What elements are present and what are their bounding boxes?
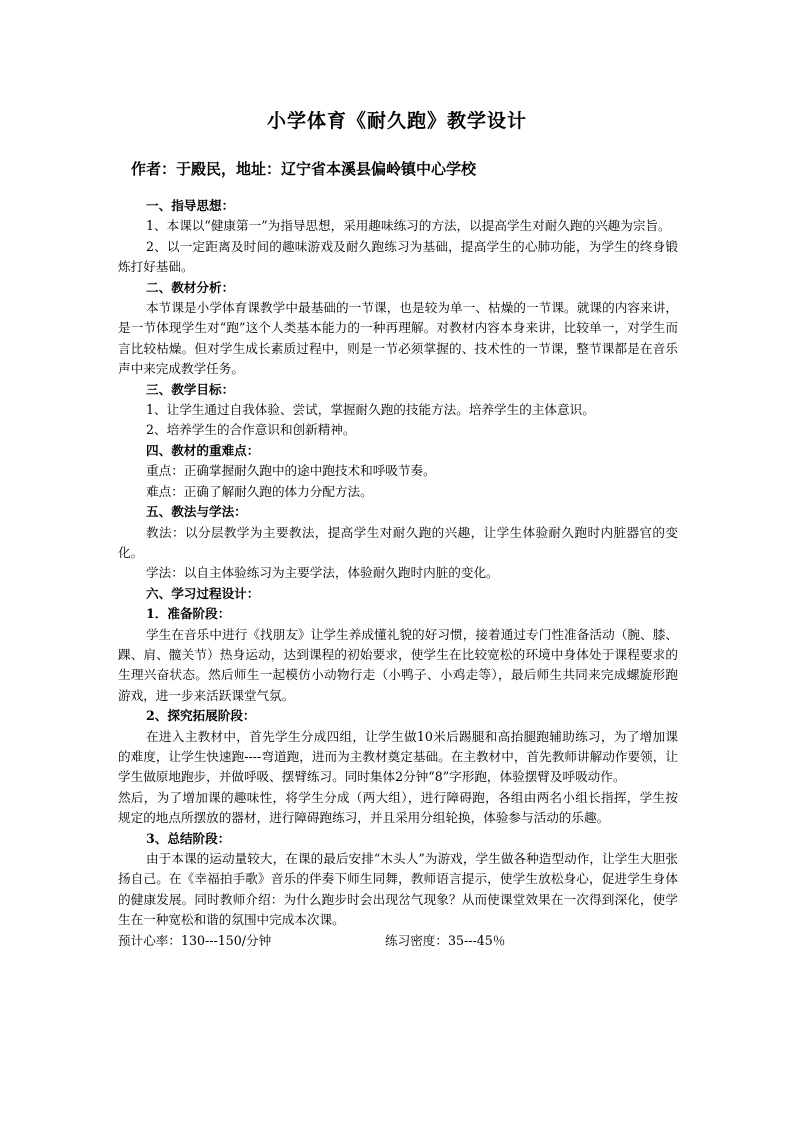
footer-line <box>118 931 678 951</box>
author-line: 作者：于殿民，地址：辽宁省本溪县偏岭镇中心学校 <box>131 160 477 178</box>
paragraph: 然后，为了增加课的趣味性，将学生分成（两大组），进行障碍跑，各组由两名小组长指挥，学生按规定的地点所摆放的器材，进行障碍跑练习，并且采用分组轮换，体验参与活动的乐趣。 <box>118 789 678 826</box>
subheading-summary-stage: 3、总结阶段： <box>146 830 231 846</box>
practice-density-text: 练习密度：35---45％ <box>385 932 506 948</box>
heart-rate-text: 预计心率：130---150/分钟 <box>118 932 272 948</box>
paragraph: 难点：正确了解耐久跑的体力分配方法。 <box>146 483 373 499</box>
subheading-preparation-stage: 1．准备阶段： <box>146 606 231 622</box>
section-heading-guiding-thought: 一、指导思想： <box>146 198 235 213</box>
paragraph: 2、培养学生的合作意识和创新精神。 <box>146 422 356 438</box>
paragraph: 学生在音乐中进行《找朋友》让学生养成懂礼貌的好习惯，接着通过专门性准备活动（腕、膝、踝、肩、髋关节）热身运动，达到课程的初始要求，使学生在比较宽松的环境中身体处于课程要求的生理兴奋状态。然后师生一起模仿小动物行走（小鸭子、小鸡走等），最后师生共同来完成螺旋形跑游戏，进一步来活跃课堂气氛。 <box>118 626 678 703</box>
subheading-exploration-stage: 2、探究拓展阶段： <box>146 708 256 724</box>
paragraph: 重点：正确掌握耐久跑中的途中跑技术和呼吸节奏。 <box>146 463 436 479</box>
paragraph: 本节课是小学体育课教学中最基础的一节课，也是较为单一、枯燥的一节课。就课的内容来讲，是一节体现学生对“跑”这个人类基本能力的一种再理解。对教材内容本身来讲，比较单一，对学生而言比较枯燥。但对学生成长素质过程中，则是一节必须掌握的、技术性的一节课，整节课都是在音乐声中来完成教学任务。 <box>118 300 678 377</box>
paragraph: 学法：以自主体验练习为主要学法，体验耐久跑时内脏的变化。 <box>146 565 499 581</box>
document-body <box>118 196 678 951</box>
section-heading-key-points: 四、教材的重难点： <box>146 442 260 458</box>
paragraph: 2、以一定距离及时间的趣味游戏及耐久跑练习为基础，提高学生的心肺功能，为学生的终身锻炼打好基础。 <box>118 238 678 275</box>
section-heading-learning-process: 六、学习过程设计： <box>146 585 260 601</box>
section-heading-material-analysis: 二、教材分析： <box>146 279 235 295</box>
section-heading-teaching-goals: 三、教学目标： <box>146 381 235 397</box>
paragraph: 在进入主教材中，首先学生分成四组，让学生做10米后踢腿和高抬腿跑辅助练习，为了增加课的难度，让学生快速跑----弯道跑，进而为主教材奠定基础。在主教材中，首先教师讲解动作要领，让学生做原地跑步，并做呼吸、摆臂练习。同时集体2分钟“8”字形跑，体验摆臂及呼吸动作。 <box>118 728 678 785</box>
paragraph: 教法：以分层教学为主要教法，提高学生对耐久跑的兴趣，让学生体验耐久跑时内脏器官的变化。 <box>118 524 678 560</box>
paragraph: 1、让学生通过自我体验、尝试，掌握耐久跑的技能方法。培养学生的主体意识。 <box>146 402 595 418</box>
section-heading-methods: 五、教法与学法： <box>146 504 247 520</box>
paragraph: 由于本课的运动量较大，在课的最后安排“木头人”为游戏，学生做各种造型动作，让学生大胆张扬自己。在《幸福拍手歌》音乐的伴奏下师生同舞，教师语言提示，使学生放松身心，促进学生身体的健康发展。同时教师介绍：为什么跑步时会出现岔气现象？从而使课堂效果在一次得到深化，使学生在一种宽松和谐的氛围中完成本次课。 <box>118 851 678 928</box>
page-title: 小学体育《耐久跑》教学设计 <box>266 110 527 132</box>
paragraph: 1、本课以“健康第一”为指导思想，采用趣味练习的方法，以提高学生对耐久跑的兴趣为宗旨。 <box>146 218 671 234</box>
